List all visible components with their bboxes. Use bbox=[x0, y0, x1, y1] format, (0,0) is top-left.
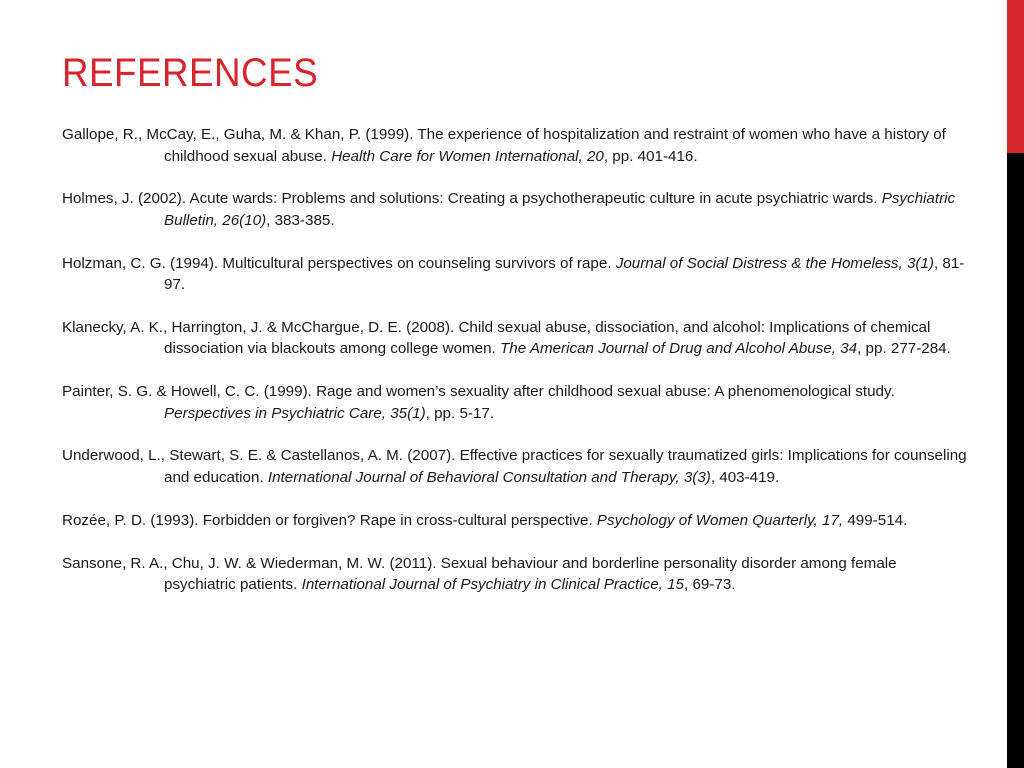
reference-text: Holmes, J. (2002). Acute wards: Problems and solutions: Creating a psychotherapeutic culture in acute psychiatric wards. bbox=[62, 190, 882, 208]
reference-item bbox=[62, 445, 967, 488]
reference-source: The American Journal of Drug and Alcohol Abuse, 34 bbox=[500, 340, 858, 358]
reference-item bbox=[62, 124, 967, 167]
page-title: REFERENCES bbox=[62, 51, 319, 95]
side-accent-bar-black bbox=[1007, 153, 1024, 768]
reference-item bbox=[62, 188, 967, 231]
reference-item bbox=[62, 253, 967, 296]
side-accent-bar bbox=[1007, 0, 1024, 768]
reference-source: Journal of Social Distress & the Homeless, 3(1) bbox=[615, 254, 934, 272]
reference-pages: , pp. 401-416. bbox=[603, 147, 698, 165]
reference-pages: , pp. 277-284. bbox=[857, 340, 951, 358]
reference-item bbox=[62, 317, 967, 360]
reference-text: Holzman, C. G. (1994). Multicultural perspectives on counseling survivors of rape. bbox=[62, 254, 616, 272]
reference-text: Sansone, R. A., Chu, J. W. & Wiederman, M. W. (2011). Sexual behaviour and borderline personality disorder among female psychiatric patients. bbox=[62, 554, 897, 594]
reference-list bbox=[62, 124, 967, 596]
reference-text: Painter, S. G. & Howell, C. C. (1999). Rage and women’s sexuality after childhood sexual abuse: A phenomenological study. bbox=[62, 383, 895, 401]
side-accent-bar-red bbox=[1007, 0, 1024, 153]
reference-source: Psychiatric Bulletin, 26(10) bbox=[164, 190, 956, 229]
reference-source: Psychology of Women Quarterly, 17, bbox=[596, 511, 844, 529]
reference-item bbox=[62, 510, 967, 532]
reference-source: Health Care for Women International, 20 bbox=[331, 147, 604, 165]
reference-pages: , 383-385. bbox=[266, 211, 335, 229]
reference-source: International Journal of Behavioral Consultation and Therapy, 3(3) bbox=[267, 468, 711, 486]
reference-source: International Journal of Psychiatry in Clinical Practice, 15 bbox=[301, 576, 684, 594]
reference-text: Gallope, R., McCay, E., Guha, M. & Khan, P. (1999). The experience of hospitalization and restraint of women who have a history of childhood sexual abuse. bbox=[62, 126, 946, 165]
reference-pages: , 81-97. bbox=[164, 254, 965, 294]
reference-item bbox=[62, 381, 967, 424]
reference-text: Underwood, L., Stewart, S. E. & Castellanos, A. M. (2007). Effective practices for sexually traumatized girls: Implications for counseling and education. bbox=[62, 447, 967, 486]
reference-pages: , 403-419. bbox=[710, 468, 780, 486]
reference-text: Klanecky, A. K., Harrington, J. & McChargue, D. E. (2008). Child sexual abuse, dissociation, and alcohol: Implications of chemical dissociation via blackouts among college women. bbox=[62, 318, 931, 358]
reference-source: Perspectives in Psychiatric Care, 35(1) bbox=[164, 404, 426, 422]
reference-item bbox=[62, 553, 967, 596]
reference-text: Rozée, P. D. (1993). Forbidden or forgiven? Rape in cross-cultural perspective. bbox=[62, 511, 597, 529]
reference-pages: , 69-73. bbox=[684, 576, 736, 594]
reference-pages: 499-514. bbox=[843, 511, 908, 529]
reference-pages: , pp. 5-17. bbox=[425, 404, 495, 422]
